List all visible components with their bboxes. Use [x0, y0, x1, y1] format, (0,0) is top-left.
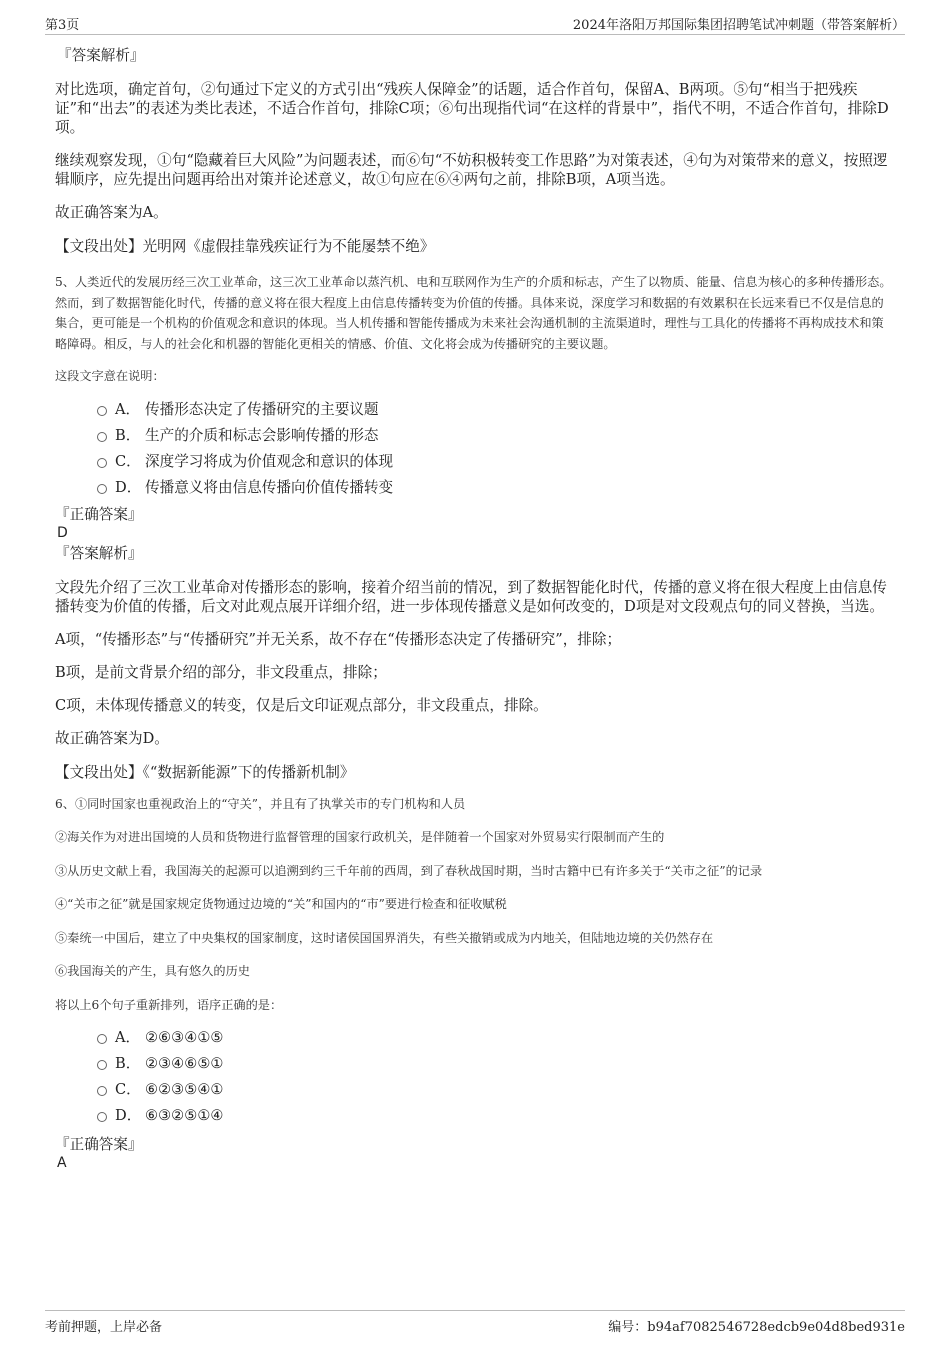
- page-content: [55, 46, 895, 1172]
- option-letter: B．: [115, 426, 141, 444]
- radio-icon[interactable]: [97, 1086, 107, 1096]
- option-text: 深度学习将成为价值观念和意识的体现: [145, 452, 394, 470]
- analysis-paragraph: 对比选项，确定首句，②句通过下定义的方式引出“残疾人保障金”的话题，适合作首句，保留A、B两项。⑤句“相当于把残疾证”和“出去”的表述为类比表述，不适合作首句，排除C项；⑥句出现指代词“在这样的背景中”，指代不明，不适合作首句，排除D项。: [55, 81, 889, 136]
- option-letter: C．: [115, 1081, 141, 1098]
- correct-answer: D: [57, 524, 68, 541]
- option-letter: B．: [115, 1055, 141, 1072]
- correct-answer-label: 『正确答案』: [55, 1136, 143, 1153]
- option-item[interactable]: [55, 1103, 895, 1129]
- question-prompt: 将以上6个句子重新排列，语序正确的是：: [55, 997, 283, 1012]
- analysis-conclusion: 故正确答案为A。: [55, 204, 168, 221]
- analysis-paragraph: A项，“传播形态”与“传播研究”并无关系，故不存在“传播形态决定了传播研究”，排除；: [55, 630, 622, 648]
- option-text: 传播意义将由信息传播向价值传播转变: [145, 478, 394, 496]
- radio-icon[interactable]: [97, 1060, 107, 1070]
- option-item[interactable]: [55, 449, 895, 475]
- radio-icon[interactable]: [97, 484, 107, 494]
- correct-answer-label: 『正确答案』: [55, 505, 143, 523]
- radio-icon[interactable]: [97, 432, 107, 442]
- option-letter: A．: [115, 1029, 141, 1046]
- option-item[interactable]: [55, 475, 895, 501]
- option-letter: D．: [115, 478, 142, 496]
- source-citation: 【文段出处】《“数据新能源”下的传播新机制》: [55, 763, 355, 781]
- answer-analysis-label: 『答案解析』: [55, 544, 143, 562]
- source-citation: 【文段出处】光明网《虚假挂靠残疾证行为不能屡禁不绝》: [55, 238, 435, 255]
- option-text: 生产的介质和标志会影响传播的形态: [145, 426, 379, 444]
- option-item[interactable]: [55, 1025, 895, 1051]
- page-number: 第3页: [45, 18, 80, 33]
- option-text: ②③④⑥⑤①: [145, 1055, 224, 1072]
- option-list: [55, 397, 895, 501]
- document-id: 编号：b94af7082546728edcb9e04d8bed931e: [608, 1320, 905, 1335]
- option-letter: A．: [115, 400, 141, 418]
- radio-icon[interactable]: [97, 458, 107, 468]
- answer-analysis-label: 『答案解析』: [57, 47, 145, 64]
- question-sentence: ⑤秦统一中国后，建立了中央集权的国家制度，这时诸侯国国界消失，有些关撤销或成为内地关，但陆地边境的关仍然存在: [55, 930, 714, 945]
- question-sentence: ⑥我国海关的产生，具有悠久的历史: [55, 964, 250, 978]
- radio-icon[interactable]: [97, 406, 107, 416]
- analysis-conclusion: 故正确答案为D。: [55, 729, 169, 747]
- analysis-paragraph: 文段先介绍了三次工业革命对传播形态的影响，接着介绍当前的情况，到了数据智能化时代，传播的意义将在很大程度上由信息传播转变为价值的传播，后文对此观点展开详细介绍，进一步体现传播意义是如何改变的，D项是对文段观点句的同义替换，当选。: [55, 578, 887, 615]
- radio-icon[interactable]: [97, 1112, 107, 1122]
- option-letter: C．: [115, 452, 141, 470]
- correct-answer: A: [57, 1155, 67, 1171]
- question-sentence: 6、①同时国家也重视政治上的“守关”，并且有了执掌关市的专门机构和人员: [55, 796, 466, 811]
- question-prompt: 这段文字意在说明：: [55, 369, 165, 383]
- option-text: ②⑥③④①⑤: [145, 1029, 224, 1046]
- option-item[interactable]: [55, 1077, 895, 1103]
- option-letter: D．: [115, 1107, 142, 1124]
- page-header: [45, 14, 905, 35]
- option-list: [55, 1025, 895, 1129]
- question-sentence: ②海关作为对进出国境的人员和货物进行监督管理的国家行政机关，是伴随着一个国家对外贸易实行限制而产生的: [55, 830, 665, 844]
- document-title: 2024年洛阳万邦国际集团招聘笔试冲刺题（带答案解析）: [572, 18, 905, 33]
- option-text: 传播形态决定了传播研究的主要议题: [145, 400, 379, 418]
- page-footer: [45, 1310, 905, 1337]
- option-text: ⑥③②⑤①④: [145, 1107, 224, 1124]
- option-item[interactable]: [55, 423, 895, 449]
- option-item[interactable]: [55, 397, 895, 423]
- analysis-paragraph: 继续观察发现，①句“隐藏着巨大风险”为问题表述，而⑥句“不妨积极转变工作思路”为对策表述，④句为对策带来的意义，按照逻辑顺序，应先提出问题再给出对策并论述意义，故①句应在⑥④两句之前，排除B项，A项当选。: [55, 152, 888, 188]
- question-sentence: ④“关市之征”就是国家规定货物通过边境的“关”和国内的“市”要进行检查和征收赋税: [55, 897, 507, 911]
- question-sentence: ③从历史文献上看，我国海关的起源可以追溯到约三千年前的西周，到了春秋战国时期，当时古籍中已有许多关于“关市之征”的记录: [55, 863, 763, 878]
- option-text: ⑥②③⑤④①: [145, 1081, 224, 1098]
- analysis-paragraph: C项，未体现传播意义的转变，仅是后文印证观点部分，非文段重点，排除。: [55, 696, 548, 714]
- radio-icon[interactable]: [97, 1034, 107, 1044]
- question-stem: 5、人类近代的发展历经三次工业革命，这三次工业革命以蒸汽机、电和互联网作为生产的介质和标志，产生了以物质、能量、信息为核心的多种传播形态。然而，到了数据智能化时代，传播的意义将在很大程度上由信息传播转变为价值的传播。具体来说，深度学习和数据的有效累积在长远来看已不仅是信息的集合，更可能是一个机构的价值观念和意识的体现。当人机传播和智能传播成为未来社会沟通机制的主流渠道时，理性与工具化的传播将不再构成技术和策略障碍。相反，与人的社会化和机器的智能化更相关的情感、价值、文化将会成为传播研究的主要议题。: [55, 275, 892, 351]
- footer-slogan: 考前押题，上岸必备: [45, 1320, 163, 1335]
- analysis-paragraph: B项，是前文背景介绍的部分，非文段重点，排除；: [55, 663, 387, 681]
- option-item[interactable]: [55, 1051, 895, 1077]
